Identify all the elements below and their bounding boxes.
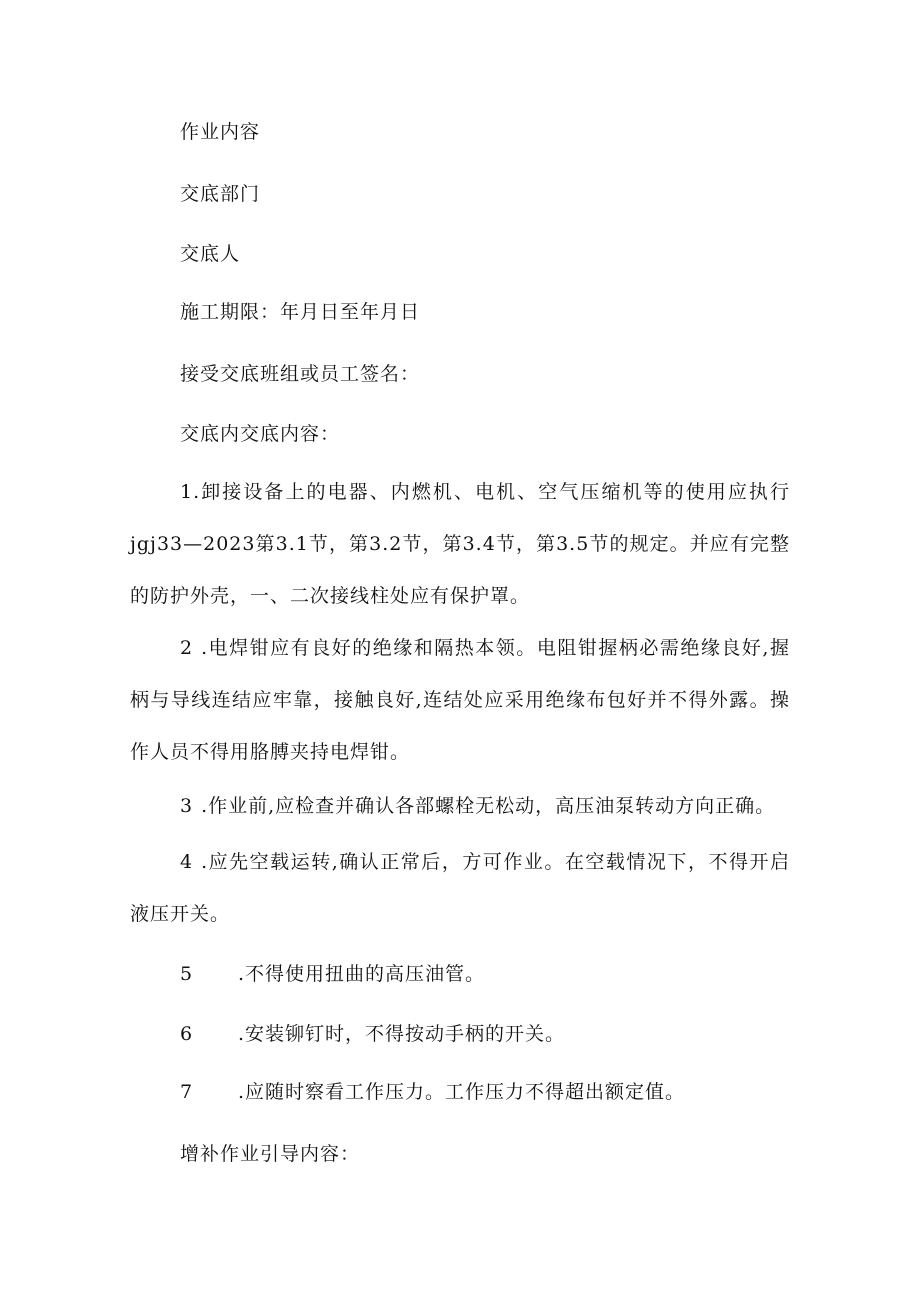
- item-text: .安装铆钉时，不得按动手柄的开关。: [238, 1023, 566, 1045]
- item-text: .不得使用扭曲的高压油管。: [238, 963, 486, 985]
- item-number: 3: [180, 795, 194, 817]
- item-7: [180, 1078, 685, 1106]
- item-text: .应随时察看工作压力。工作压力不得超出额定值。: [238, 1081, 686, 1103]
- item-5: [180, 960, 485, 988]
- field-construction-period: 施工期限：年月日至年月日: [180, 301, 421, 323]
- supplementary-guidance-heading: 增补作业引导内容：: [180, 1143, 361, 1165]
- item-number: 7: [180, 1081, 194, 1103]
- item-text: .作业前,应检查并确认各部螺栓无松动，高压油泵转动方向正确。: [201, 795, 776, 817]
- item-number: 2: [180, 637, 194, 659]
- item-number: 5: [180, 963, 194, 985]
- item-number: 1.: [180, 481, 201, 503]
- item-1: [130, 466, 790, 622]
- item-text: .电焊钳应有良好的绝缘和隔热本领。电阻钳握柄必需绝缘良好,握柄与导线连结应牢靠，接触良好,连结处应采用绝缘布包好并不得外露。操作人员不得用胳膊夹持电焊钳。: [130, 637, 790, 763]
- field-department: 交底部门: [180, 183, 261, 205]
- field-work-content: 作业内容: [180, 121, 261, 143]
- item-3: [130, 780, 790, 832]
- item-text: 卸接设备上的电器、内燃机、电机、空气压缩机等的使用应执行jgj33—2023第3.1节，第3.2节，第3.4节，第3.5节的规定。并应有完整的防护外壳，一、二次接线柱处应有保护罩。: [130, 481, 790, 607]
- field-briefer: 交底人: [180, 243, 241, 265]
- field-briefing-content: 交底内交底内容：: [180, 423, 341, 445]
- item-text: .应先空载运转,确认正常后，方可作业。在空载情况下，不得开启液压开关。: [130, 851, 790, 925]
- item-number: 4: [180, 851, 194, 873]
- item-6: [180, 1020, 565, 1048]
- item-4: [130, 836, 790, 940]
- item-2: [130, 622, 790, 778]
- field-signature: 接受交底班组或员工签名：: [180, 363, 421, 385]
- item-number: 6: [180, 1023, 194, 1045]
